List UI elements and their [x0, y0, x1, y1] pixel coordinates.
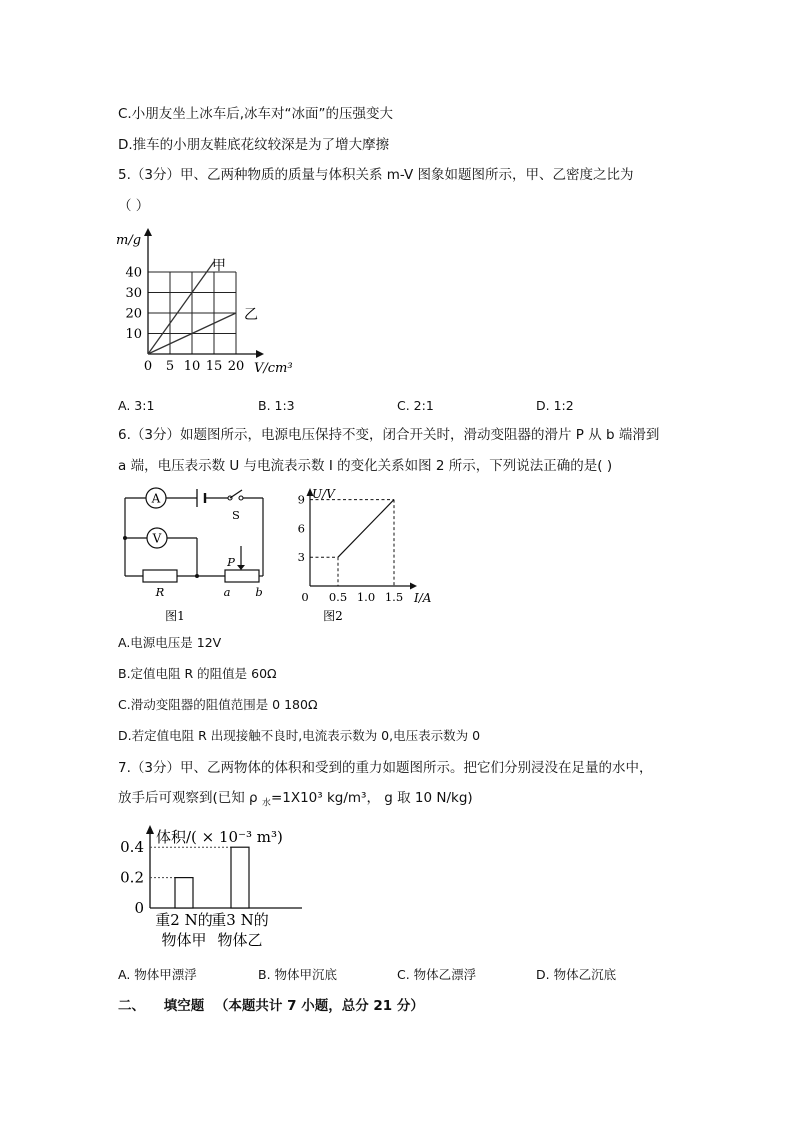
q4-option-d: D.推车的小朋友鞋底花纹较深是为了增大摩擦 [118, 137, 390, 153]
y-tick-label: 9 [297, 492, 305, 507]
category-label: 重3 N的 [211, 911, 269, 929]
end-a-label: a [223, 585, 231, 599]
x-tick-label: 20 [227, 359, 245, 374]
battery-icon [197, 489, 205, 507]
section-title: 填空题 [163, 998, 205, 1014]
q5-stem-line1: 5.（3分）甲、乙两种物质的质量与体积关系 m-V 图象如题图所示，甲、乙密度之比为 [118, 167, 634, 183]
q6-circuit-diagram [115, 484, 275, 626]
y-axis-label: m/g [116, 233, 142, 248]
resistor-label: R [155, 585, 165, 599]
q5-option-d: D. 1:2 [536, 398, 574, 413]
x-tick-label: 15 [205, 359, 223, 374]
q7-option-a: A. 物体甲漂浮 [118, 967, 197, 982]
x-axis-label: V/cm³ [254, 361, 293, 376]
q6-option-d: D.若定值电阻 R 出现接触不良时,电流表示数为 0,电压表示数为 0 [118, 728, 481, 743]
x-tick-label: 0 [301, 590, 309, 604]
section-note: （本题共计 7 小题，总分 21 分） [214, 998, 424, 1014]
q4-option-c: C.小朋友坐上冰车后,冰车对“冰面”的压强变大 [118, 106, 393, 122]
x-tick-label: 0.5 [328, 590, 348, 604]
section-heading [118, 997, 424, 1015]
x-axis-arrow [410, 583, 417, 590]
y-tick-label: 0.2 [120, 868, 144, 887]
bar [175, 878, 193, 908]
x-tick-label: 0 [143, 359, 153, 374]
category-label: 重2 N的 [155, 911, 213, 929]
voltmeter-label: V [152, 531, 162, 546]
series-label: 甲 [212, 257, 226, 274]
x-axis-label: I/A [414, 591, 432, 605]
junction-dot [123, 536, 127, 540]
y-tick-label: 10 [125, 327, 142, 342]
y-axis-arrow [144, 228, 152, 236]
q7-option-b: B. 物体甲沉底 [258, 967, 338, 982]
y-tick-label: 0.4 [120, 838, 144, 857]
y-tick-label: 6 [297, 521, 305, 536]
series-line-jia [148, 262, 214, 354]
q6-stem-line2: a 端，电压表示数 U 与电流表示数 I 的变化关系如图 2 所示，下列说法正确的是( ) [118, 458, 613, 474]
q6-option-a: A.电源电压是 12V [118, 635, 222, 650]
ammeter-label: A [151, 491, 161, 506]
q5-option-c: C. 2:1 [397, 398, 434, 413]
y-axis-label: U/V [312, 487, 335, 501]
q7-stem-post: =1X10³ kg/m³， g 取 10 N/kg) [270, 790, 473, 806]
q7-stem-sub: 水 [261, 798, 271, 809]
resistor-icon [143, 570, 177, 599]
y-tick-label: 40 [125, 265, 142, 281]
q6-ui-chart [288, 484, 432, 626]
x-tick-label: 10 [183, 359, 201, 374]
q7-option-c: C. 物体乙漂浮 [397, 967, 477, 982]
bar [231, 847, 249, 908]
q5-stem-line2: （ ） [118, 198, 150, 214]
ammeter-icon [146, 488, 166, 508]
q7-stem-line1: 7.（3分）甲、乙两物体的体积和受到的重力如题图所示。把它们分别浸没在足量的水中， [118, 760, 653, 776]
switch-label: S [232, 508, 240, 522]
q6-option-b: B.定值电阻 R 的阻值是 60Ω [118, 666, 277, 681]
slider-label: P [227, 555, 235, 569]
y-tick-label: 20 [125, 306, 142, 322]
section-number: 二、 [118, 998, 145, 1014]
q6-stem-line1: 6.（3分）如题图所示，电源电压保持不变，闭合开关时，滑动变阻器的滑片 P 从 b 端滑到 [118, 427, 660, 443]
switch-icon [228, 490, 243, 522]
q5-option-a: A. 3:1 [118, 398, 155, 413]
q7-option-d: D. 物体乙沉底 [536, 967, 617, 982]
q7-stem-pre: 放手后可观察到(已知 ρ [118, 790, 262, 806]
category-label: 物体甲 [161, 931, 207, 949]
junction-dot [195, 574, 199, 578]
y-tick-label: 0 [134, 899, 144, 917]
series-label: 乙 [244, 307, 258, 323]
q6-option-c: C.滑动变阻器的阻值范围是 0 180Ω [118, 697, 318, 712]
q7-stem-line2 [118, 789, 473, 813]
x-tick-label: 1.0 [356, 590, 376, 604]
y-axis-label: 体积/( × 10⁻³ m³) [156, 828, 283, 846]
y-tick-label: 30 [125, 286, 142, 301]
x-tick-label: 5 [165, 359, 175, 374]
q7-bar-chart [112, 822, 312, 954]
q5-option-b: B. 1:3 [258, 398, 295, 413]
x-tick-label: 1.5 [384, 590, 404, 604]
category-label: 物体乙 [217, 931, 263, 949]
voltmeter-icon [147, 528, 167, 548]
fig2-caption: 图2 [323, 609, 343, 623]
rheostat-icon [224, 555, 263, 599]
y-axis-arrow [146, 825, 154, 834]
q5-mv-chart [112, 224, 302, 376]
fig1-caption: 图1 [165, 609, 185, 623]
series-line [338, 500, 394, 558]
end-b-label: b [255, 585, 263, 599]
y-tick-label: 3 [297, 550, 305, 565]
x-axis-arrow [256, 350, 264, 358]
